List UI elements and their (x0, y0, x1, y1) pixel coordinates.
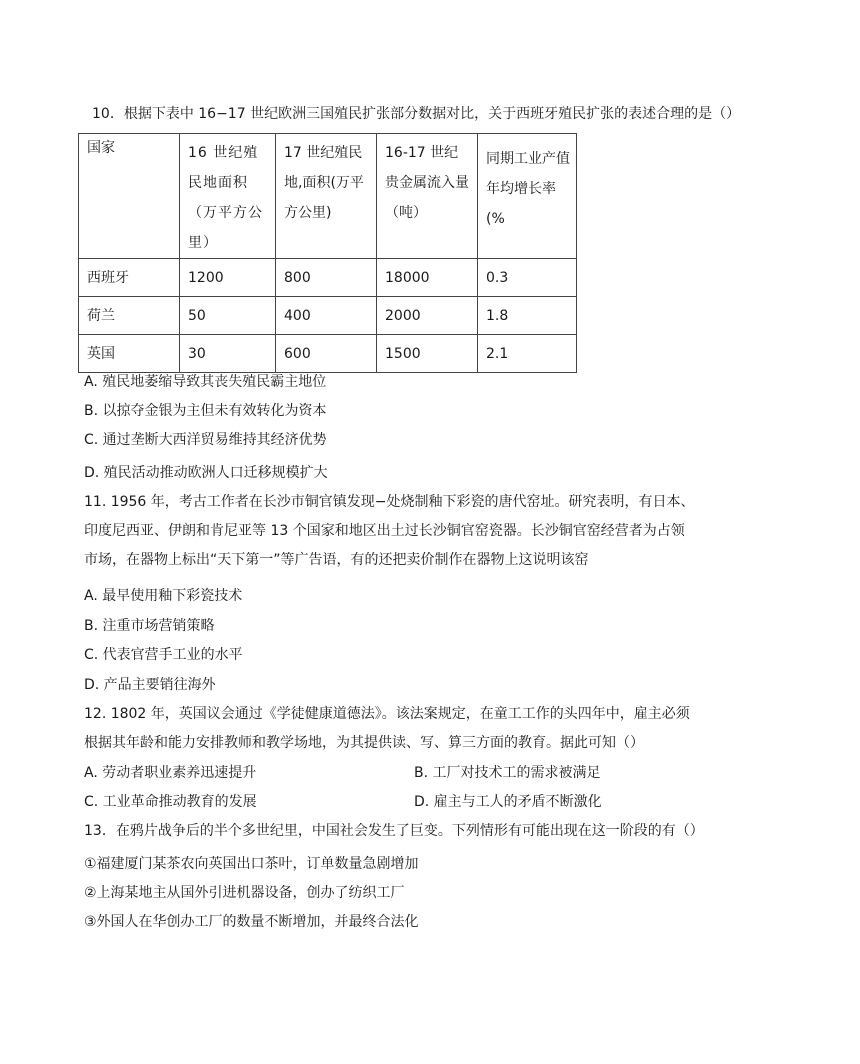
q12-stem-line-1: 12. 1802 年，英国议会通过《学徒健康道德法》。该法案规定，在童工工作的头四年中，雇主必须 (84, 706, 690, 722)
q11-stem-line-1: 11. 1956 年，考古工作者在长沙市铜官镇发现−处烧制釉下彩瓷的唐代窑址。研究表明，有日本、 (84, 494, 695, 510)
q11-option-c: C. 代表官营手工业的水平 (84, 647, 243, 663)
header-country: 国家 (79, 134, 180, 259)
header-16c-area: 16 世纪殖民地面积（万平方公里） (180, 134, 276, 259)
cell-value: 2.1 (478, 335, 577, 373)
q10-stem: 10．根据下表中 16−17 世纪欧洲三国殖民扩张部分数据对比，关于西班牙殖民扩张的表述合理的是（） (92, 106, 741, 122)
cell-country: 西班牙 (79, 259, 180, 297)
q10-option-d: D. 殖民活动推动欧洲人口迁移规模扩大 (84, 465, 328, 481)
q11-stem-line-3: 市场，在器物上标出“天下第一”等广告语，有的还把卖价制作在器物上这说明该窑 (84, 552, 589, 568)
cell-value: 600 (276, 335, 377, 373)
cell-country: 英国 (79, 335, 180, 373)
q13-item-1: ①福建厦门某茶农向英国出口茶叶，订单数量急剧增加 (84, 856, 419, 872)
header-industry-growth: 同期工业产值年均增长率(% (478, 134, 577, 259)
q13-stem: 13．在鸦片战争后的半个多世纪里，中国社会发生了巨变。下列情形有可能出现在这一阶段的有（） (84, 823, 704, 839)
q12-option-a: A. 劳动者职业素养迅速提升 (84, 765, 257, 781)
cell-value: 1.8 (478, 297, 577, 335)
cell-value: 50 (180, 297, 276, 335)
q11-option-b: B. 注重市场营销策略 (84, 618, 215, 634)
q11-option-a: A. 最早使用釉下彩瓷技术 (84, 588, 243, 604)
cell-value: 800 (276, 259, 377, 297)
table-row (79, 259, 577, 297)
q12-option-d: D. 雇主与工人的矛盾不断激化 (414, 794, 602, 810)
q12-option-b: B. 工厂对技术工的需求被满足 (414, 765, 601, 781)
colonial-data-table (78, 133, 577, 373)
cell-value: 30 (180, 335, 276, 373)
table-row (79, 335, 577, 373)
header-17c-area: 17 世纪殖民地,面积(万平方公里) (276, 134, 377, 259)
table-row (79, 297, 577, 335)
q12-stem-line-2: 根据其年龄和能力安排教师和教学场地，为其提供读、写、算三方面的教育。据此可知（） (84, 735, 644, 751)
cell-value: 2000 (377, 297, 478, 335)
cell-value: 18000 (377, 259, 478, 297)
cell-country: 荷兰 (79, 297, 180, 335)
q11-option-d: D. 产品主要销往海外 (84, 677, 216, 693)
cell-value: 1500 (377, 335, 478, 373)
q12-option-c: C. 工业革命推动教育的发展 (84, 794, 257, 810)
cell-value: 400 (276, 297, 377, 335)
q10-option-a: A. 殖民地萎缩导致其丧失殖民霸主地位 (84, 374, 327, 390)
header-metal-inflow: 16-17 世纪贵金属流入量（吨） (377, 134, 478, 259)
table-header-row (79, 134, 577, 259)
q13-item-3: ③外国人在华创办工厂的数量不断增加，并最终合法化 (84, 914, 419, 930)
cell-value: 0.3 (478, 259, 577, 297)
q13-item-2: ②上海某地主从国外引进机器设备，创办了纺织工厂 (84, 885, 405, 901)
cell-value: 1200 (180, 259, 276, 297)
q10-option-c: C. 通过垄断大西洋贸易维持其经济优势 (84, 432, 327, 448)
q11-stem-line-2: 印度尼西亚、伊朗和肯尼亚等 13 个国家和地区出土过长沙铜官窑瓷器。长沙铜官窑经营者为占领 (84, 523, 685, 539)
q10-option-b: B. 以掠夺金银为主但未有效转化为资本 (84, 403, 327, 419)
